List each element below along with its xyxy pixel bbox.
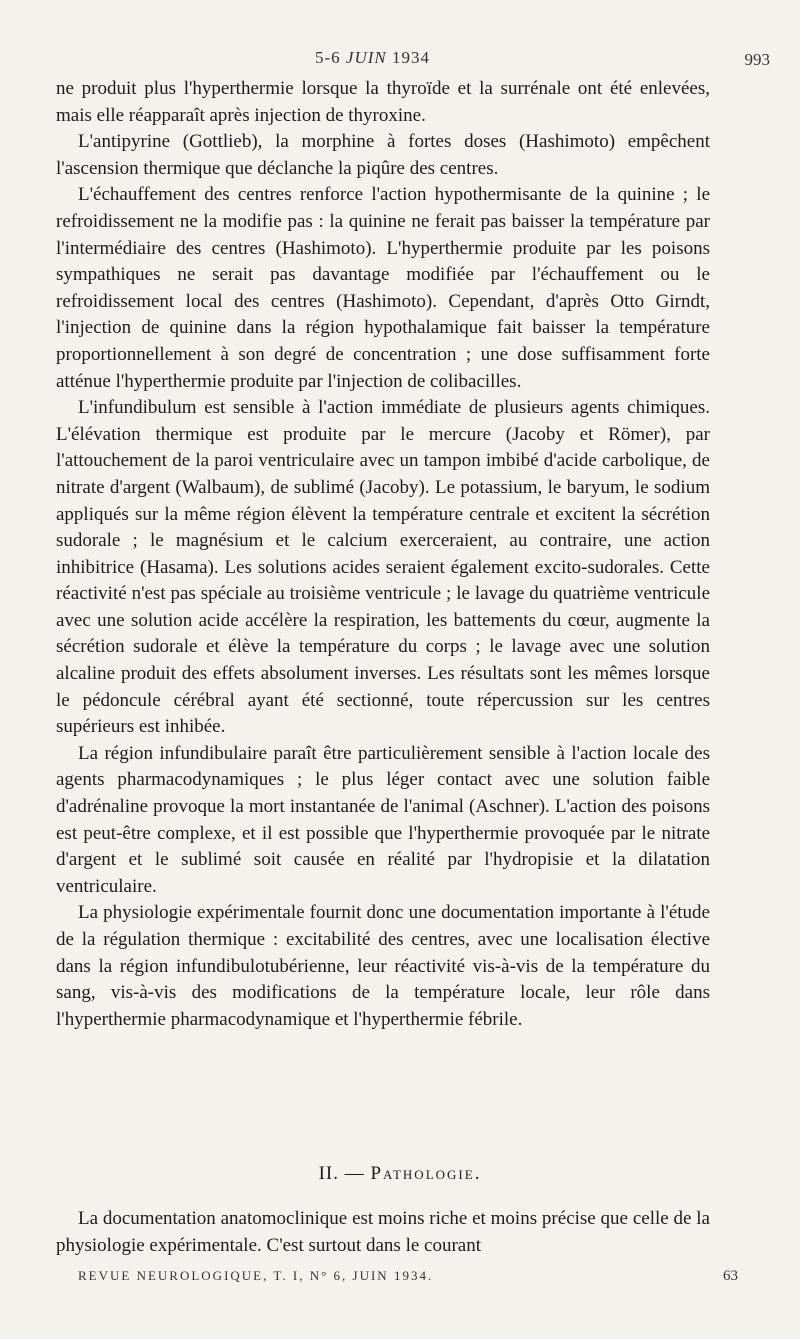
section-number: II. — [318,1163,365,1184]
issue-date: 5-6 JUIN 1934 [315,48,430,67]
running-head [0,44,800,72]
paragraph-infundibulum: L'infundibulum est sensible à l'action immédiate de plusieurs agents chimiques. L'élévation thermique est produite par le mercure (Jacoby et Römer), par l'attouchement de la paroi ventriculaire avec un tampon imbibé d'acide carbolique, de nitrate d'argent (Walbaum), de sublimé (Jacoby). Le potassium, le baryum, le sodium appliqués sur la même région élèvent la température centrale et excitent la sécrétion sudorale ; le magnésium et le calcium exerceraient, au contraire, une action inhibitrice (Hasama). Les solutions acides seraient également excito-sudorales. Cette réactivité n'est pas spéciale au troisième ventricule ; le lavage du quatrième ventricule avec une solution acide accélère la respiration, les battements du cœur, augmente la sécrétion sudorale et élève la température du corps ; le lavage avec une solution alcaline produit des effets absolument inverses. Les résultats sont les mêmes lorsque le pédoncule cérébral ayant été sectionné, toute répercussion sur les centres supérieurs est inhibée. [56,397,710,738]
section-heading [0,1163,800,1185]
paragraph-physiologie: La physiologie expérimentale fournit donc une documentation importante à l'étude de la régulation thermique : excitabilité des centres, avec une localisation élective dans la région infundibulotubérienne, leur réactivité vis-à-vis de la température du sang, vis-à-vis des modifications de la température locale, leur rôle dans l'hyperthermie pharmacodynamique et l'hyperthermie fébrile. [56,902,710,1030]
journal-citation: REVUE NEUROLOGIQUE, T. I, N° 6, JUIN 1934. [78,1268,434,1283]
main-text [56,76,710,1033]
page-number: 993 [744,50,770,69]
paragraph-antipyrine: L'antipyrine (Gottlieb), la morphine à fortes doses (Hashimoto) empêchent l'ascension thermique que déclanche la piqûre des centres. [56,131,710,179]
section-text [56,1206,710,1259]
paragraph-continuation: ne produit plus l'hyperthermie lorsque la thyroïde et la surrénale ont été enlevées, mais elle réapparaît après injection de thyroxine. [56,78,710,126]
signature-mark: 63 [723,1268,738,1284]
paragraph-documentation: La documentation anatomoclinique est moins riche et moins précise que celle de la physiologie expérimentale. C'est surtout dans le courant [56,1208,710,1256]
paragraph-region-infundibulaire: La région infundibulaire paraît être particulièrement sensible à l'action locale des agents pharmacodynamiques ; le plus léger contact avec une solution faible d'adrénaline provoque la mort instantanée de l'animal (Aschner). L'action des poisons est peut-être complexe, et il est possible que l'hyperthermie provoquée par le nitrate d'argent et le sublimé soit causée en réalité par l'hydropisie et la dilatation ventriculaire. [56,742,710,897]
section-title: Pathologie. [370,1163,482,1184]
paragraph-echauffement: L'échauffement des centres renforce l'action hypothermisante de la quinine ; le refroidissement ne la modifie pas : la quinine ne ferait pas baisser la température par l'intermédiaire des centres (Hashimoto). L'hyperthermie produite par les poisons sympathiques ne serait pas davantage modifiée par l'échauffement ou le refroidissement local des centres (Hashimoto). Cependant, d'après Otto Girndt, l'injection de quinine dans la région hypothalamique fait baisser la température proportionnellement à son degré de concentration ; une dose suffisamment forte atténue l'hyperthermie produite par l'injection de colibacilles. [56,184,710,392]
